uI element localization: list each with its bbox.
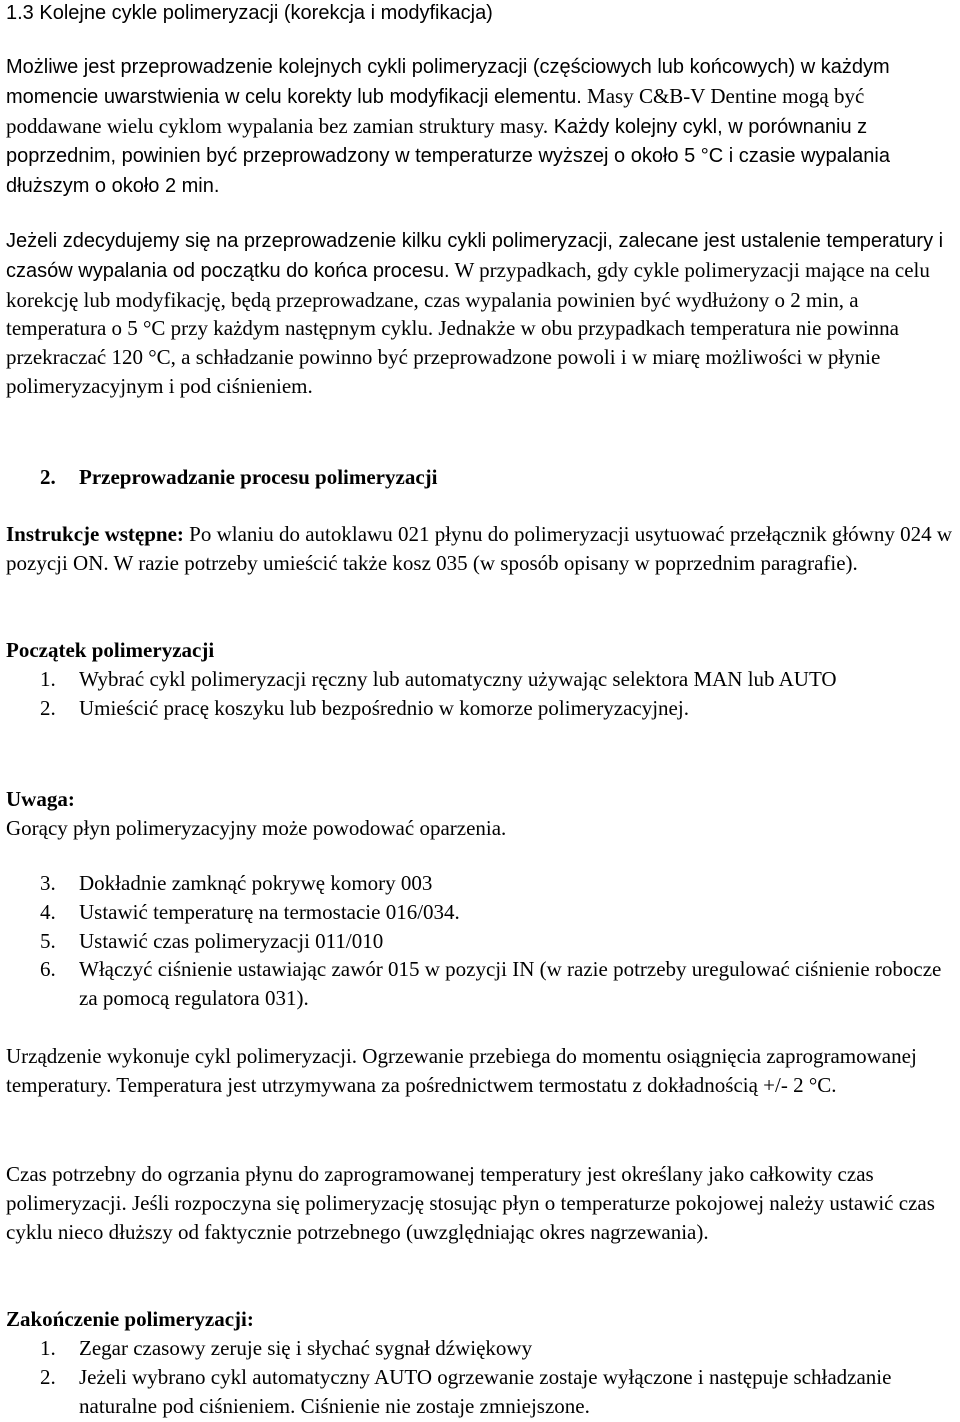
step-text: Włączyć ciśnienie ustawiając zawór 015 w pozycji IN (w razie potrzeby uregulować ciśnienie robocze za pomocą regulatora 031). [79, 957, 942, 1011]
step-text: Umieścić pracę koszyku lub bezpośrednio w komorze polimeryzacyjnej. [79, 695, 689, 720]
cycle-paragraph: Urządzenie wykonuje cykl polimeryzacji. Ogrzewanie przebiega do momentu osiągnięcia zaprogramowanej temperatury. Temperatura jest utrzymywana za pośrednictwem termostatu z dokładnością +/- 2 °C. [6, 1044, 917, 1097]
list-item [6, 898, 956, 927]
list-item [6, 1363, 956, 1421]
intro-text: Po wlaniu do autoklawu 021 płynu do polimeryzacji usytuować przełącznik główny 024 w pozycji ON. W razie potrzeby umieścić także kosz 035 (w sposób opisany w poprzednim paragrafie). [6, 522, 952, 575]
para1-part-a: Możliwe jest przeprowadzenie kolejnych cykli polimeryzacji (częściowych lub końcowych) w każdym momencie uwarstwienia w celu korekty lub modyfikacji elementu. [6, 56, 890, 108]
warning-text: Gorący płyn polimeryzacyjny może powodować oparzenia. [6, 816, 507, 840]
section-1-3-heading: 1.3 Kolejne cykle polimeryzacji (korekcja i modyfikacja) [6, 2, 493, 24]
list-item [6, 665, 956, 694]
list-item [6, 1334, 956, 1363]
start-steps-list [6, 665, 956, 723]
step-number: 1. [40, 667, 56, 691]
step-text: Ustawić temperaturę na termostacie 016/034. [79, 899, 460, 924]
step-text: Ustawić czas polimeryzacji 011/010 [79, 928, 384, 953]
para1-part-b: Masy C&B-V Dentine mogą być poddawane wielu cyklom wypalania bez zamian struktury masy. [6, 83, 865, 138]
section-2-number: 2. [40, 465, 56, 489]
end-steps-list [6, 1334, 956, 1420]
step-number: 3. [40, 871, 56, 895]
step-number: 1. [40, 1336, 56, 1360]
section-1-3-paragraph-1 [6, 52, 956, 201]
section-2-heading [6, 463, 956, 492]
step-number: 4. [40, 899, 56, 924]
step-number: 5. [40, 928, 56, 953]
intro-label: Instrukcje wstępne: [6, 522, 184, 546]
step-number: 6. [40, 957, 56, 982]
section-2-title: Przeprowadzanie procesu polimeryzacji [79, 465, 438, 489]
list-item [6, 869, 956, 898]
step-number: 2. [40, 695, 56, 720]
list-item [6, 955, 956, 1013]
warning-label: Uwaga: [6, 787, 75, 811]
time-paragraph: Czas potrzebny do ogrzania płynu do zaprogramowanej temperatury jest określany jako całkowity czas polimeryzacji. Jeśli rozpoczyna się polimeryzację stosując płyn o temperaturze pokojowej należy ustawić czas cyklu nieco dłuższy od faktycznie potrzebnego (uwzględniając okres nagrzewania). [6, 1162, 935, 1244]
end-heading: Zakończenie polimeryzacji: [6, 1307, 254, 1331]
list-item [6, 694, 956, 723]
para1-part-c: Każdy kolejny cykl, w porównaniu z poprzednim, powinien być przeprowadzony w temperaturze wyższej o około 5 °C i czasie wypalania dłuższym o około 2 min. [6, 115, 890, 198]
section-1-3-paragraph-2 [6, 226, 956, 401]
step-number: 2. [40, 1364, 56, 1389]
step-text: Zegar czasowy zeruje się i słychać sygnał dźwiękowy [79, 1336, 533, 1360]
continued-steps-list [6, 869, 956, 1013]
para2-part-b: W przypadkach, gdy cykle polimeryzacji mające na celu korekcję lub modyfikację, będą przeprowadzane, czas wypalania powinien być wydłużony o 2 min, a temperatura o 5 °C przy każdym następnym cyklu. Jednakże w obu przypadkach temperatura nie powinna przekraczać 120 °C, a schładzanie powinno być przeprowadzone powoli i w miarę możliwości w płynie polimeryzacyjnym i pod ciśnieniem. [6, 257, 930, 398]
step-text: Dokładnie zamknąć pokrywę komory 003 [79, 871, 433, 895]
para2-part-a: Jeżeli zdecydujemy się na przeprowadzenie kilku cykli polimeryzacji, zalecane jest ustalenie temperatury i czasów wypalania od początku do końca procesu. [6, 230, 944, 282]
intro-paragraph [6, 520, 956, 578]
step-text: Wybrać cykl polimeryzacji ręczny lub automatyczny używając selektora MAN lub AUTO [79, 667, 837, 691]
list-item [6, 927, 956, 956]
step-text: Jeżeli wybrano cykl automatyczny AUTO ogrzewanie zostaje wyłączone i następuje schładzanie naturalne pod ciśnieniem. Ciśnienie nie zostaje zmniejszone. [79, 1364, 892, 1418]
start-heading: Początek polimeryzacji [6, 638, 215, 662]
